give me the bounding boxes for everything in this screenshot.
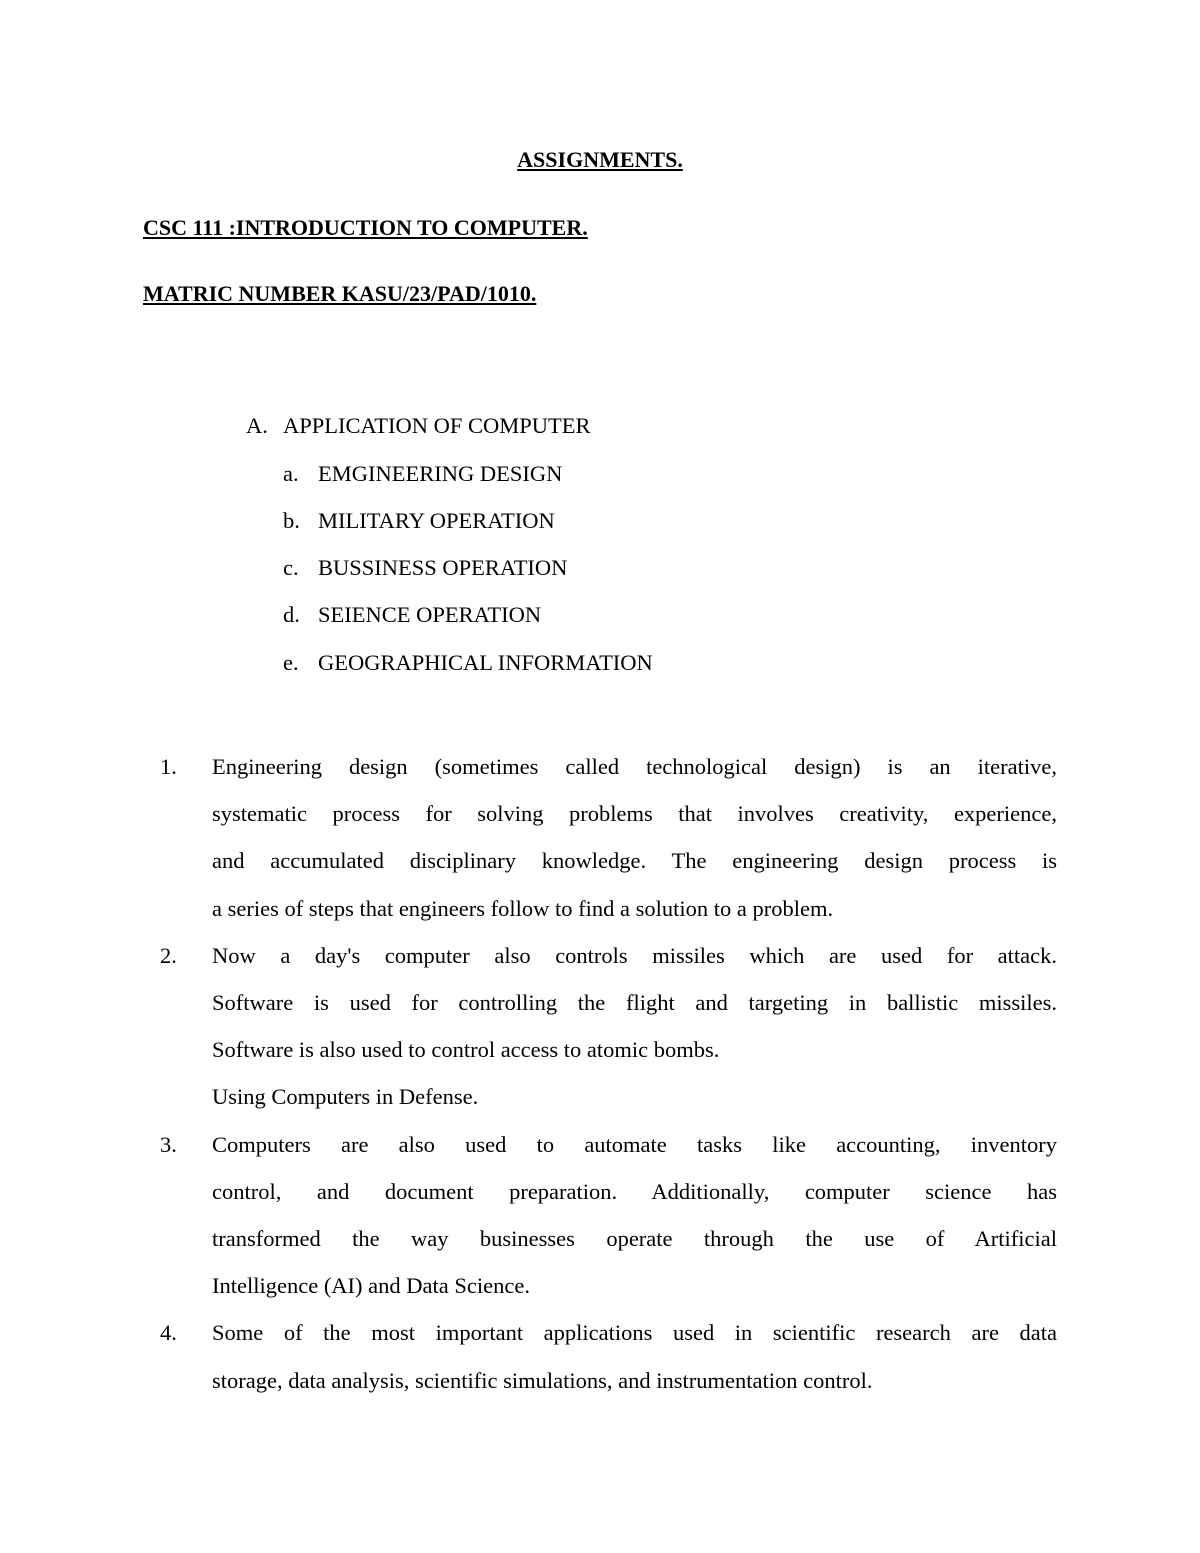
numbered-paragraph — [160, 743, 1057, 932]
matric-number-heading: MATRIC NUMBER KASU/23/PAD/1010. — [143, 281, 537, 306]
outline-item-label: EMGINEERING DESIGN — [318, 461, 563, 486]
numbered-paragraph — [160, 1309, 1057, 1403]
paragraph-line: a series of steps that engineers follow to find a solution to a problem. — [212, 895, 834, 921]
outline-item-label: BUSSINESS OPERATION — [318, 555, 568, 580]
paragraph-line: Some of the most important applications used in scientific research are data — [212, 1320, 1057, 1346]
outline-item-label: SEIENCE OPERATION — [318, 602, 542, 627]
numbered-paragraph-list — [160, 743, 1057, 1404]
paragraph-line: Software is used for controlling the flight and targeting in ballistic missiles. — [212, 990, 1057, 1016]
paragraph-line: Computers are also used to automate tasks like accounting, inventory — [212, 1131, 1057, 1157]
paragraph-number: 3. — [160, 1131, 177, 1157]
paragraph-number: 1. — [160, 754, 177, 779]
paragraph-line: Intelligence (AI) and Data Science. — [212, 1273, 530, 1299]
paragraph-line: systematic process for solving problems that involves creativity, experience, — [212, 801, 1057, 827]
paragraph-line: control, and document preparation. Additionally, computer science has — [212, 1178, 1057, 1204]
paragraph-line: storage, data analysis, scientific simulations, and instrumentation control. — [212, 1367, 873, 1393]
outline-item-marker: a. — [283, 461, 299, 486]
document-title: ASSIGNMENTS. — [517, 147, 683, 172]
numbered-paragraph — [160, 1121, 1057, 1310]
paragraph-line: Engineering design (sometimes called technological design) is an iterative, — [212, 754, 1057, 779]
paragraph-number: 4. — [160, 1320, 177, 1346]
outline-item-marker: d. — [283, 602, 300, 627]
paragraph-line: and accumulated disciplinary knowledge. The engineering design process is — [212, 848, 1057, 874]
numbered-paragraph — [160, 932, 1057, 1121]
paragraph-number: 2. — [160, 942, 177, 968]
section-label: APPLICATION OF COMPUTER — [283, 413, 591, 438]
paragraph-line: transformed the way businesses operate through the use of Artificial — [212, 1226, 1057, 1252]
outline-item-marker: b. — [283, 508, 300, 533]
outline-item-marker: c. — [283, 555, 299, 580]
outline-item-marker: e. — [283, 650, 299, 675]
paragraph-line: Now a day's computer also controls missiles which are used for attack. — [212, 942, 1057, 968]
outline-item-label: GEOGRAPHICAL INFORMATION — [318, 650, 653, 675]
section-marker: A. — [246, 413, 268, 438]
course-heading: CSC 111 :INTRODUCTION TO COMPUTER. — [143, 215, 588, 240]
outline-item-label: MILITARY OPERATION — [318, 508, 555, 533]
paragraph-line: Using Computers in Defense. — [212, 1084, 479, 1110]
paragraph-line: Software is also used to control access to atomic bombs. — [212, 1037, 720, 1063]
